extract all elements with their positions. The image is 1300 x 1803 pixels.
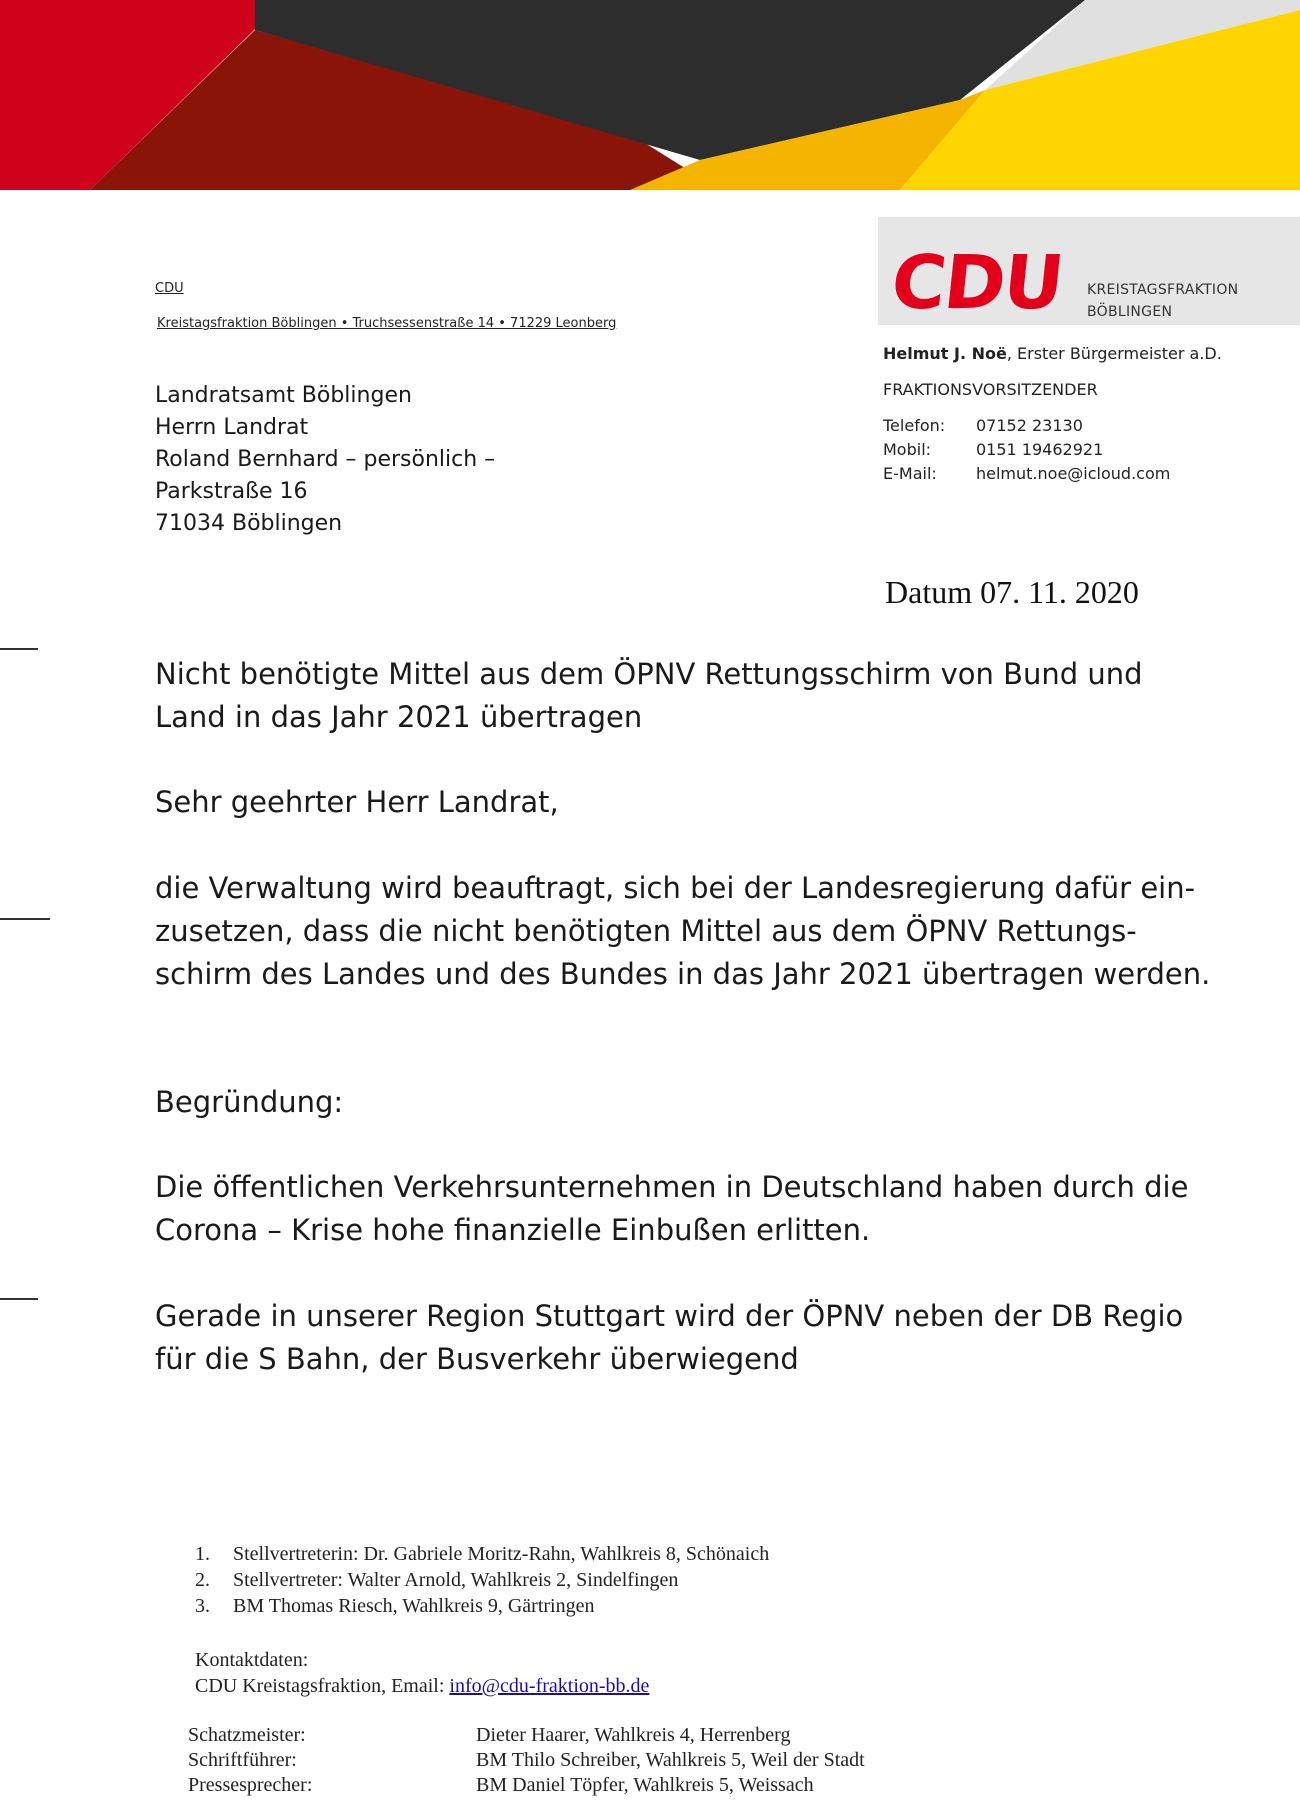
subject-line: Nicht benötigte Mittel aus dem ÖPNV Rettungsschirm von Bund und	[155, 657, 1143, 691]
paragraph-line: zusetzen, dass die nicht benötigten Mittel aus dem ÖPNV Rettungs-	[155, 914, 1137, 948]
contact-detail-row	[883, 462, 1222, 486]
officer-name: BM Daniel Töpfer, Wahlkreis 5, Weissach	[476, 1774, 814, 1796]
punch-mark	[0, 918, 50, 920]
paragraph-region	[155, 1295, 1185, 1381]
recipient-line: Parkstraße 16	[155, 479, 308, 504]
recipient-line: Herrn Landrat	[155, 415, 309, 440]
letter-subject	[155, 653, 1185, 739]
contact-detail-label: Mobil:	[883, 440, 932, 459]
list-number: 2.	[195, 1569, 210, 1591]
paragraph-line: schirm des Landes und des Bundes in das Jahr 2021 übertragen werden.	[155, 957, 1211, 991]
logo-subtitle	[1087, 279, 1238, 323]
paragraph-line: für die S Bahn, der Busverkehr überwiegend	[155, 1342, 799, 1376]
contact-email-line	[195, 1673, 649, 1699]
fold-mark	[0, 1298, 38, 1300]
contact-name: Helmut J. Noë	[883, 344, 1007, 363]
list-text: BM Thomas Riesch, Wahlkreis 9, Gärtringen	[233, 1595, 595, 1617]
contact-title: , Erster Bürgermeister a.D.	[1006, 344, 1222, 363]
contact-email-link[interactable]: info@cdu-fraktion-bb.de	[449, 1675, 650, 1697]
officer-row	[188, 1748, 865, 1773]
paragraph-line: Corona – Krise hohe finanzielle Einbußen erlitten.	[155, 1213, 871, 1247]
contact-detail-row	[883, 438, 1222, 462]
contact-details	[883, 414, 1222, 486]
sender-address: Kreistagsfraktion Böblingen • Truchsessenstraße 14 • 71229 Leonberg	[157, 316, 617, 331]
fold-mark	[0, 648, 38, 650]
paragraph-line: Die öffentlichen Verkehrsunternehmen in Deutschland haben durch die	[155, 1170, 1189, 1204]
paragraph-reason	[155, 1166, 1189, 1252]
contact-role: FRAKTIONSVORSITZENDER	[883, 380, 1098, 399]
officer-name: BM Thilo Schreiber, Wahlkreis 5, Weil der Stadt	[476, 1749, 865, 1771]
contact-detail-label: Telefon:	[883, 416, 946, 435]
contact-block	[883, 342, 1222, 486]
contact-detail-row	[883, 414, 1222, 438]
header-banner	[0, 0, 1300, 190]
list-number: 1.	[195, 1543, 210, 1565]
contact-email-prefix: CDU Kreistagsfraktion, Email:	[195, 1675, 450, 1697]
sender-org: CDU	[155, 281, 184, 296]
logo-subtitle-line2: BÖBLINGEN	[1087, 304, 1173, 320]
deputies-list	[195, 1541, 769, 1619]
officer-name: Dieter Haarer, Wahlkreis 4, Herrenberg	[476, 1724, 791, 1746]
officer-row	[188, 1723, 865, 1748]
reason-heading: Begründung:	[155, 1085, 344, 1119]
recipient-line: Landratsamt Böblingen	[155, 383, 412, 408]
officer-role: Schatzmeister:	[188, 1724, 306, 1746]
subject-line: Land in das Jahr 2021 übertragen	[155, 700, 643, 734]
recipient-line: 71034 Böblingen	[155, 511, 343, 536]
officer-role: Schriftführer:	[188, 1749, 297, 1771]
paragraph-line: die Verwaltung wird beauftragt, sich bei der Landesregierung dafür ein-	[155, 871, 1196, 905]
contact-name-line	[883, 342, 1222, 366]
salutation: Sehr geehrter Herr Landrat,	[155, 785, 559, 819]
officer-row	[188, 1773, 865, 1798]
list-number: 3.	[195, 1595, 210, 1617]
letter-date: Datum 07. 11. 2020	[885, 574, 1139, 610]
paragraph-line: Gerade in unserer Region Stuttgart wird der ÖPNV neben der DB Regio	[155, 1299, 1184, 1333]
contact-detail-value: 0151 19462921	[976, 440, 1104, 459]
list-item	[195, 1567, 769, 1593]
recipient-line: Roland Bernhard – persönlich –	[155, 447, 496, 472]
officer-role: Pressesprecher:	[188, 1774, 313, 1796]
contact-detail-label: E-Mail:	[883, 464, 937, 483]
cdu-logo: CDU	[887, 240, 1067, 326]
recipient-address	[155, 380, 495, 540]
contact-heading: Kontaktdaten:	[195, 1649, 309, 1671]
paragraph-request	[155, 867, 1211, 996]
list-item	[195, 1593, 769, 1619]
logo-subtitle-line1: KREISTAGSFRAKTION	[1087, 282, 1239, 298]
list-text: Stellvertreter: Walter Arnold, Wahlkreis 2, Sindelfingen	[233, 1569, 679, 1591]
list-item	[195, 1541, 769, 1567]
contact-detail-value: helmut.noe@icloud.com	[976, 464, 1171, 483]
contact-detail-value: 07152 23130	[976, 416, 1083, 435]
list-text: Stellvertreterin: Dr. Gabriele Moritz-Rahn, Wahlkreis 8, Schönaich	[233, 1543, 770, 1565]
footer-contact	[195, 1647, 649, 1699]
officers-list	[188, 1723, 865, 1798]
